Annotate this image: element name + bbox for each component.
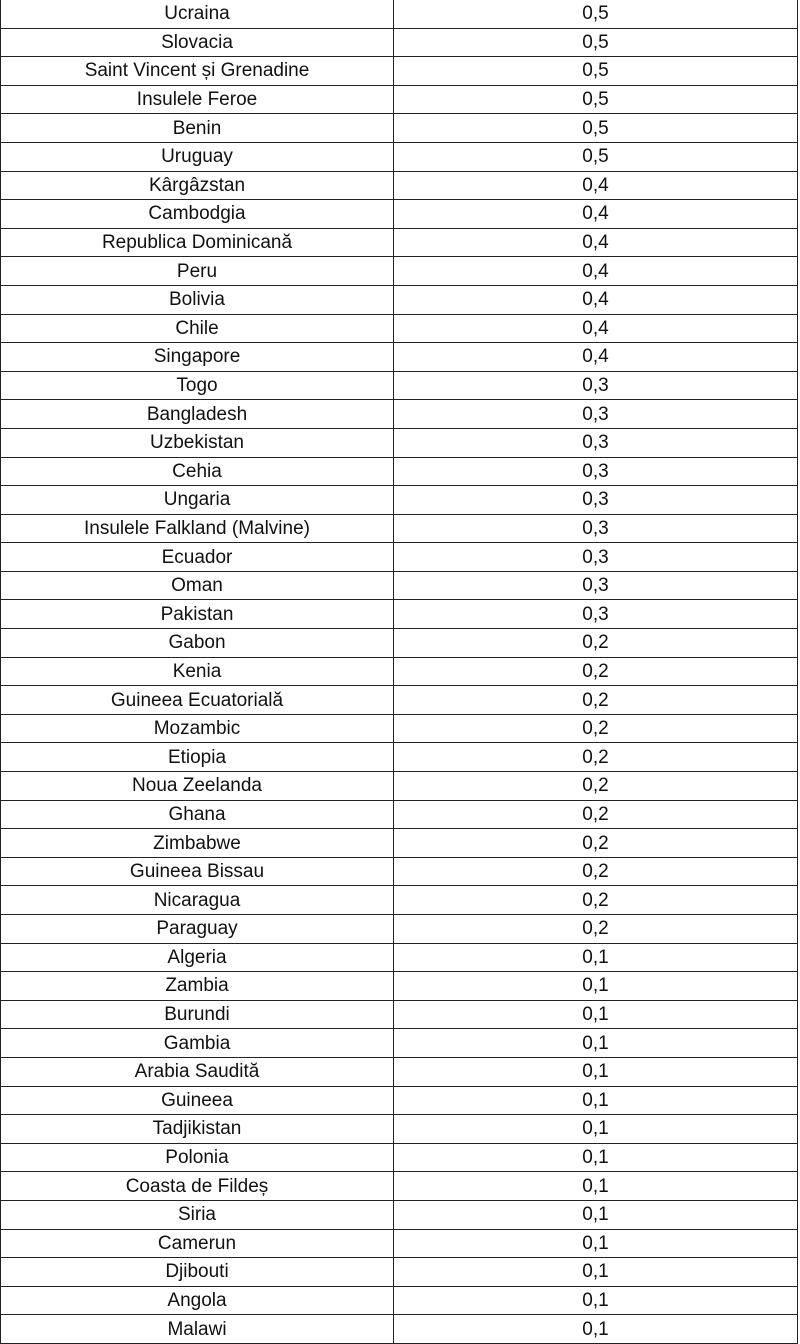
table-row	[1, 629, 798, 658]
value-cell: 0,1	[394, 1286, 798, 1315]
country-cell: Togo	[1, 371, 394, 400]
country-cell: Etiopia	[1, 743, 394, 772]
value-cell: 0,3	[394, 371, 798, 400]
country-cell: Ghana	[1, 800, 394, 829]
value-cell: 0,2	[394, 714, 798, 743]
country-cell: Kenia	[1, 657, 394, 686]
value-cell: 0,5	[394, 85, 798, 114]
value-cell: 0,3	[394, 543, 798, 572]
table-row	[1, 0, 798, 28]
value-cell: 0,2	[394, 800, 798, 829]
table-row	[1, 915, 798, 944]
country-cell: Djibouti	[1, 1258, 394, 1287]
value-cell: 0,1	[394, 1143, 798, 1172]
country-cell: Burundi	[1, 1000, 394, 1029]
table-row	[1, 171, 798, 200]
country-cell: Insulele Feroe	[1, 85, 394, 114]
country-cell: Ucraina	[1, 0, 394, 28]
country-cell: Guineea Ecuatorială	[1, 686, 394, 715]
value-cell: 0,3	[394, 400, 798, 429]
country-cell: Chile	[1, 314, 394, 343]
value-cell: 0,4	[394, 314, 798, 343]
value-cell: 0,2	[394, 857, 798, 886]
value-cell: 0,2	[394, 657, 798, 686]
value-cell: 0,1	[394, 1172, 798, 1201]
value-cell: 0,3	[394, 428, 798, 457]
value-cell: 0,5	[394, 142, 798, 171]
value-cell: 0,3	[394, 571, 798, 600]
table-row	[1, 343, 798, 372]
table-row	[1, 257, 798, 286]
table-row	[1, 1286, 798, 1315]
table-row	[1, 543, 798, 572]
value-cell: 0,1	[394, 1086, 798, 1115]
country-cell: Republica Dominicană	[1, 228, 394, 257]
table-row	[1, 428, 798, 457]
table-row	[1, 514, 798, 543]
country-cell: Mozambic	[1, 714, 394, 743]
country-cell: Bangladesh	[1, 400, 394, 429]
value-cell: 0,1	[394, 1029, 798, 1058]
table-row	[1, 686, 798, 715]
country-cell: Kârgâzstan	[1, 171, 394, 200]
value-cell: 0,3	[394, 600, 798, 629]
table-row	[1, 1143, 798, 1172]
value-cell: 0,4	[394, 228, 798, 257]
country-cell: Peru	[1, 257, 394, 286]
country-cell: Noua Zeelanda	[1, 772, 394, 801]
country-cell: Cehia	[1, 457, 394, 486]
table-row	[1, 28, 798, 57]
table-row	[1, 114, 798, 143]
value-cell: 0,5	[394, 57, 798, 86]
value-cell: 0,4	[394, 285, 798, 314]
table-row	[1, 1200, 798, 1229]
value-cell: 0,4	[394, 343, 798, 372]
table-row	[1, 1258, 798, 1287]
table-row	[1, 714, 798, 743]
country-cell: Singapore	[1, 343, 394, 372]
country-cell: Nicaragua	[1, 886, 394, 915]
country-cell: Algeria	[1, 943, 394, 972]
value-cell: 0,3	[394, 486, 798, 515]
country-cell: Zimbabwe	[1, 829, 394, 858]
table-row	[1, 400, 798, 429]
table-body	[1, 0, 798, 1343]
table-row	[1, 772, 798, 801]
country-cell: Guineea Bissau	[1, 857, 394, 886]
table-row	[1, 1057, 798, 1086]
value-cell: 0,1	[394, 1258, 798, 1287]
value-cell: 0,5	[394, 0, 798, 28]
value-cell: 0,5	[394, 114, 798, 143]
country-cell: Bolivia	[1, 285, 394, 314]
table-row	[1, 600, 798, 629]
value-cell: 0,1	[394, 1115, 798, 1144]
table-row	[1, 142, 798, 171]
value-cell: 0,4	[394, 200, 798, 229]
table-row	[1, 972, 798, 1001]
country-cell: Insulele Falkland (Malvine)	[1, 514, 394, 543]
value-cell: 0,1	[394, 972, 798, 1001]
table-row	[1, 1115, 798, 1144]
table-row	[1, 829, 798, 858]
value-cell: 0,1	[394, 1229, 798, 1258]
country-cell: Polonia	[1, 1143, 394, 1172]
table-row	[1, 1172, 798, 1201]
table-row	[1, 886, 798, 915]
table-row	[1, 1229, 798, 1258]
country-cell: Gabon	[1, 629, 394, 658]
value-cell: 0,1	[394, 1000, 798, 1029]
value-cell: 0,2	[394, 915, 798, 944]
value-cell: 0,4	[394, 171, 798, 200]
table-row	[1, 1000, 798, 1029]
value-cell: 0,3	[394, 457, 798, 486]
country-cell: Gambia	[1, 1029, 394, 1058]
country-cell: Ecuador	[1, 543, 394, 572]
table-row	[1, 1315, 798, 1344]
table-row	[1, 200, 798, 229]
country-cell: Pakistan	[1, 600, 394, 629]
table-row	[1, 1086, 798, 1115]
table-row	[1, 85, 798, 114]
value-cell: 0,2	[394, 743, 798, 772]
country-cell: Cambodgia	[1, 200, 394, 229]
table-row	[1, 57, 798, 86]
value-cell: 0,2	[394, 629, 798, 658]
country-cell: Camerun	[1, 1229, 394, 1258]
value-cell: 0,1	[394, 1057, 798, 1086]
table-row	[1, 857, 798, 886]
country-cell: Angola	[1, 1286, 394, 1315]
value-cell: 0,2	[394, 686, 798, 715]
country-cell: Tadjikistan	[1, 1115, 394, 1144]
table-row	[1, 657, 798, 686]
table-row	[1, 486, 798, 515]
value-cell: 0,1	[394, 1200, 798, 1229]
country-cell: Zambia	[1, 972, 394, 1001]
country-cell: Siria	[1, 1200, 394, 1229]
country-cell: Ungaria	[1, 486, 394, 515]
country-cell: Oman	[1, 571, 394, 600]
country-cell: Benin	[1, 114, 394, 143]
value-cell: 0,1	[394, 943, 798, 972]
country-cell: Paraguay	[1, 915, 394, 944]
table-row	[1, 743, 798, 772]
country-cell: Slovacia	[1, 28, 394, 57]
country-cell: Guineea	[1, 1086, 394, 1115]
country-cell: Malawi	[1, 1315, 394, 1344]
value-cell: 0,3	[394, 514, 798, 543]
table-row	[1, 1029, 798, 1058]
value-cell: 0,5	[394, 28, 798, 57]
table-row	[1, 285, 798, 314]
country-cell: Saint Vincent și Grenadine	[1, 57, 394, 86]
table-row	[1, 228, 798, 257]
table-row	[1, 571, 798, 600]
country-cell: Coasta de Fildeș	[1, 1172, 394, 1201]
value-cell: 0,2	[394, 829, 798, 858]
country-cell: Uzbekistan	[1, 428, 394, 457]
table-row	[1, 457, 798, 486]
table-row	[1, 943, 798, 972]
table-row	[1, 371, 798, 400]
table-row	[1, 800, 798, 829]
value-cell: 0,4	[394, 257, 798, 286]
value-cell: 0,2	[394, 886, 798, 915]
value-cell: 0,1	[394, 1315, 798, 1344]
country-cell: Uruguay	[1, 142, 394, 171]
value-cell: 0,2	[394, 772, 798, 801]
table-row	[1, 314, 798, 343]
country-cell: Arabia Saudită	[1, 1057, 394, 1086]
